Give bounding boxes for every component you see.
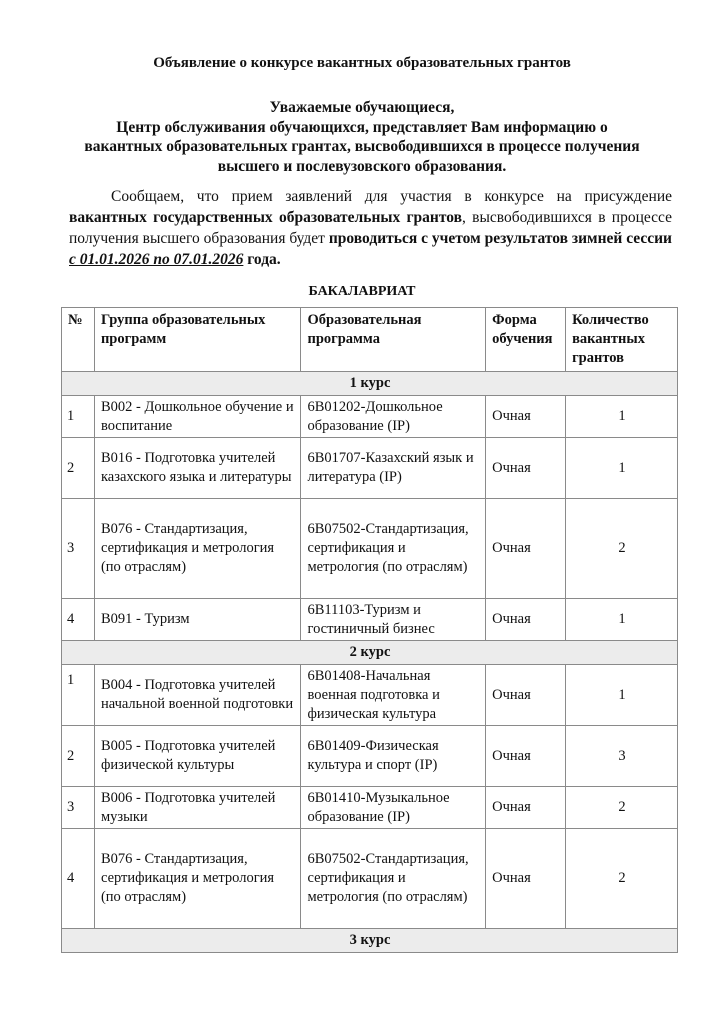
header-group: Группа образовательных программ xyxy=(94,308,301,372)
cell-num: 1 xyxy=(62,396,95,438)
header-count: Количество вакантных грантов xyxy=(566,308,678,372)
cell-num: 3 xyxy=(62,787,95,829)
cell-group: В006 - Подготовка учителей музыки xyxy=(94,787,301,829)
cell-num: 4 xyxy=(62,599,95,641)
cell-num: 1 xyxy=(62,665,95,726)
cell-count: 3 xyxy=(566,726,678,787)
cell-form: Очная xyxy=(486,726,566,787)
cell-group: В076 - Стандартизация, сертификация и метрология (по отраслям) xyxy=(94,499,301,599)
header-num: № xyxy=(62,308,95,372)
header-form: Форма обучения xyxy=(486,308,566,372)
course-row xyxy=(62,372,678,396)
paragraph-bold-text: вакантных государственных образовательных грантов xyxy=(69,209,462,226)
section-title: БАКАЛАВРИАТ xyxy=(308,284,416,299)
course-label: 3 курс xyxy=(62,929,678,953)
cell-num: 3 xyxy=(62,499,95,599)
cell-count: 2 xyxy=(566,829,678,929)
cell-group: В016 - Подготовка учителей казахского языка и литературы xyxy=(94,438,301,499)
cell-num: 2 xyxy=(62,438,95,499)
cell-num: 2 xyxy=(62,726,95,787)
cell-group: В002 - Дошкольное обучение и воспитание xyxy=(94,396,301,438)
course-label: 1 курс xyxy=(62,372,678,396)
cell-group: В076 - Стандартизация, сертификация и метрология (по отраслям) xyxy=(94,829,301,929)
course-row xyxy=(62,929,678,953)
greeting-line: Уважаемые обучающиеся, xyxy=(269,99,455,116)
cell-program: 6В01202-Дошкольное образование (IP) xyxy=(301,396,486,438)
table-row xyxy=(62,726,678,787)
cell-program: 6В01410-Музыкальное образование (IP) xyxy=(301,787,486,829)
paragraph-bold-text: года. xyxy=(243,251,281,268)
cell-count: 1 xyxy=(566,396,678,438)
course-label: 2 курс xyxy=(62,641,678,665)
cell-form: Очная xyxy=(486,599,566,641)
cell-form: Очная xyxy=(486,665,566,726)
greeting-line: вакантных образовательных грантах, высвободившихся в процессе получения xyxy=(84,138,640,155)
cell-program: 6В01408-Начальная военная подготовка и физическая культура xyxy=(301,665,486,726)
cell-program: 6В01707-Казахский язык и литература (IP) xyxy=(301,438,486,499)
table-row xyxy=(62,438,678,499)
cell-count: 1 xyxy=(566,599,678,641)
cell-program: 6В07502-Стандартизация, сертификация и метрология (по отраслям) xyxy=(301,829,486,929)
greeting-block xyxy=(40,98,684,176)
cell-form: Очная xyxy=(486,829,566,929)
cell-count: 2 xyxy=(566,787,678,829)
announcement-paragraph xyxy=(69,186,672,270)
table-header-row xyxy=(62,308,678,372)
paragraph-bold-text: проводиться с учетом результатов зимней сессии xyxy=(328,230,672,247)
cell-form: Очная xyxy=(486,499,566,599)
cell-form: Очная xyxy=(486,396,566,438)
cell-group: В005 - Подготовка учителей физической культуры xyxy=(94,726,301,787)
table-row xyxy=(62,499,678,599)
greeting-line: высшего и послевузовского образования. xyxy=(217,157,507,175)
table-row xyxy=(62,665,678,726)
cell-program: 6В11103-Туризм и гостиничный бизнес xyxy=(301,599,486,641)
course-row xyxy=(62,641,678,665)
cell-count: 2 xyxy=(566,499,678,599)
greeting-line: Центр обслуживания обучающихся, представляет Вам информацию о xyxy=(116,118,608,136)
application-dates: с 01.01.2026 по 07.01.2026 xyxy=(69,251,244,268)
table-row xyxy=(62,396,678,438)
table-row xyxy=(62,787,678,829)
cell-program: 6В07502-Стандартизация, сертификация и метрология (по отраслям) xyxy=(301,499,486,599)
cell-count: 1 xyxy=(566,665,678,726)
header-program: Образовательная программа xyxy=(301,308,486,372)
paragraph-text: Сообщаем, что прием заявлений для участия в конкурсе на присуждение xyxy=(111,188,672,205)
cell-program: 6В01409-Физическая культура и спорт (IP) xyxy=(301,726,486,787)
cell-count: 1 xyxy=(566,438,678,499)
table-row xyxy=(62,829,678,929)
grants-table xyxy=(61,307,678,953)
document-title: Объявление о конкурсе вакантных образовательных грантов xyxy=(153,55,571,71)
table-row xyxy=(62,599,678,641)
cell-form: Очная xyxy=(486,787,566,829)
cell-group: В004 - Подготовка учителей начальной военной подготовки xyxy=(94,665,301,726)
cell-num: 4 xyxy=(62,829,95,929)
cell-form: Очная xyxy=(486,438,566,499)
cell-group: В091 - Туризм xyxy=(94,599,301,641)
paragraph-text: , высвободившихся в процессе получения высшего образования будет xyxy=(69,209,672,247)
